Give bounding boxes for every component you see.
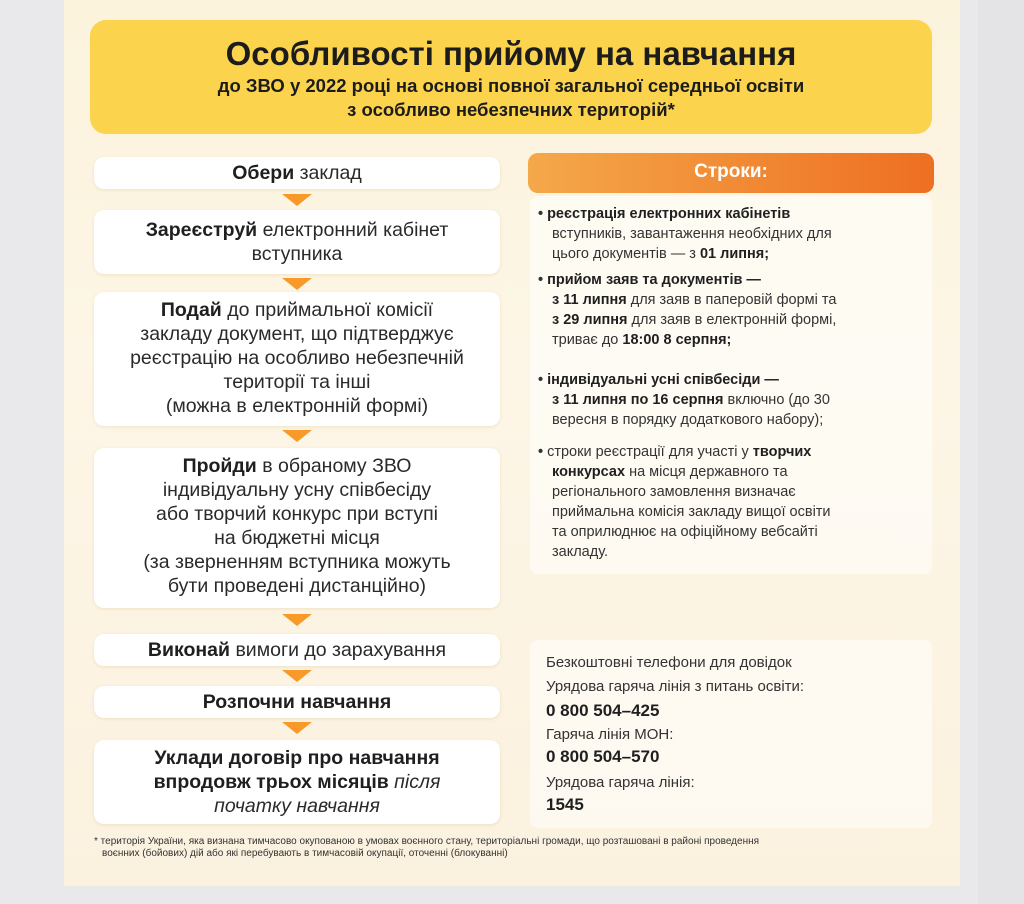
hotline-number[interactable]: 0 800 504–425 <box>546 701 660 720</box>
step-text: до приймальної комісії <box>221 299 434 321</box>
step-text: заклад <box>294 162 362 184</box>
term-bold: конкурсах <box>552 464 626 480</box>
footnote-line: * територія України, яка визнана тимчасово окупованою в умовах воєнного стану, територіальні громади, що розташовані в районі проведення <box>94 836 760 847</box>
arrow-down-icon <box>282 670 312 682</box>
page-subtitle-2: з особливо небезпечних територій* <box>347 99 675 120</box>
term-bold: прийом заяв та документів — <box>547 272 761 288</box>
step-text: (за зверненням вступника можуть <box>143 551 451 573</box>
step-start-study <box>94 686 500 718</box>
step-text: в обраному ЗВО <box>256 455 412 477</box>
term-text: приймальна комісія закладу вищої освіти <box>552 504 831 520</box>
term-item <box>538 370 830 430</box>
term-text: на місця державного та <box>625 464 788 480</box>
step-text: індивідуальну усну співбесіду <box>162 479 432 501</box>
term-text: триває до <box>552 332 623 348</box>
step-bold: Подай <box>160 299 222 321</box>
hotline-label: Гаряча лінія МОН: <box>546 726 674 743</box>
step-text: реєстрацію на особливо небезпечній <box>130 347 464 369</box>
step-text: початку навчання <box>214 795 380 817</box>
step-text: (можна в електронній формі) <box>165 395 429 417</box>
arrow-down-icon <box>282 722 312 734</box>
bullet: • <box>538 444 544 460</box>
term-bold: творчих <box>752 444 812 460</box>
step-text: території та інші <box>223 371 371 393</box>
title-banner <box>90 20 932 134</box>
hotlines-panel <box>530 640 932 828</box>
term-item <box>538 442 831 562</box>
term-bold: з 11 липня <box>552 292 627 308</box>
scroll-gutter[interactable] <box>978 0 1024 904</box>
step-bold: Пройди <box>182 455 257 477</box>
step-text: електронний кабінет <box>257 219 449 241</box>
step-text: після <box>388 771 441 793</box>
term-text: строки реєстрації для участі у <box>547 444 753 460</box>
step-bold: Розпочни навчання <box>202 691 392 713</box>
terms-heading: Строки: <box>528 153 934 193</box>
step-bold: Обери <box>232 162 295 184</box>
step-text: на бюджетні місця <box>214 527 380 549</box>
step-text: вступника <box>251 243 343 265</box>
step-choose <box>94 157 500 189</box>
step-submit <box>94 292 500 426</box>
step-text: закладу документ, що підтверджує <box>140 323 454 345</box>
term-bold: індивідуальні усні співбесіди — <box>547 372 779 388</box>
bullet: • <box>538 272 544 288</box>
bullet: • <box>538 206 544 222</box>
hotlines-heading: Безкоштовні телефони для довідок <box>546 654 792 671</box>
step-bold: Виконай <box>147 639 231 661</box>
term-bold: реєстрація електронних кабінетів <box>547 206 791 222</box>
term-text: вересня в порядку додаткового набору); <box>552 412 824 428</box>
step-text: вимоги до зарахування <box>230 639 447 661</box>
step-bold: Зареєструй <box>145 219 258 241</box>
term-text: закладу. <box>552 544 609 560</box>
term-bold: з 11 липня по 16 серпня <box>552 392 724 408</box>
term-text: та оприлюднює на офіційному вебсайті <box>552 524 818 540</box>
term-bold: з 29 липня <box>552 312 628 328</box>
page-subtitle-1: до ЗВО у 2022 році на основі повної загальної середньої освіти <box>217 75 805 96</box>
term-text: включно (до 30 <box>723 392 830 408</box>
terms-panel <box>530 196 932 574</box>
bullet: • <box>538 372 544 388</box>
hotline-number[interactable]: 1545 <box>546 795 584 814</box>
arrow-down-icon <box>282 430 312 442</box>
term-item <box>538 270 836 350</box>
step-contract <box>94 740 500 824</box>
term-bold: 18:00 8 серпня; <box>622 332 732 348</box>
footnote <box>94 836 954 860</box>
hotline-label: Урядова гаряча лінія: <box>546 774 695 791</box>
step-interview <box>94 448 500 608</box>
arrow-down-icon <box>282 278 312 290</box>
page-title: Особливості прийому на навчання <box>225 35 797 72</box>
step-bold: Уклади договір про навчання <box>154 747 440 769</box>
step-text: або творчий конкурс при вступі <box>155 503 439 525</box>
step-bold: впродовж трьох місяців <box>153 771 389 793</box>
term-text: для заяв в електронній формі, <box>627 312 837 328</box>
step-text: бути проведені дистанційно) <box>167 575 427 597</box>
hotline-number[interactable]: 0 800 504–570 <box>546 747 660 766</box>
hotline-label: Урядова гаряча лінія з питань освіти: <box>546 678 805 695</box>
footnote-line: воєнних (бойових) дій або які перебувають в тимчасовій окупації, оточенні (блокуванні) <box>102 848 508 859</box>
term-text: для заяв в паперовій формі та <box>626 292 837 308</box>
term-bold: 01 липня; <box>699 246 770 262</box>
term-item <box>538 204 832 264</box>
arrow-down-icon <box>282 194 312 206</box>
arrow-down-icon <box>282 614 312 626</box>
step-requirements <box>94 634 500 666</box>
term-text: регіонального замовлення визначає <box>552 484 796 500</box>
term-text: вступників, завантаження необхідних для <box>552 226 832 242</box>
term-text: цього документів — з <box>552 246 700 262</box>
step-register <box>94 210 500 274</box>
